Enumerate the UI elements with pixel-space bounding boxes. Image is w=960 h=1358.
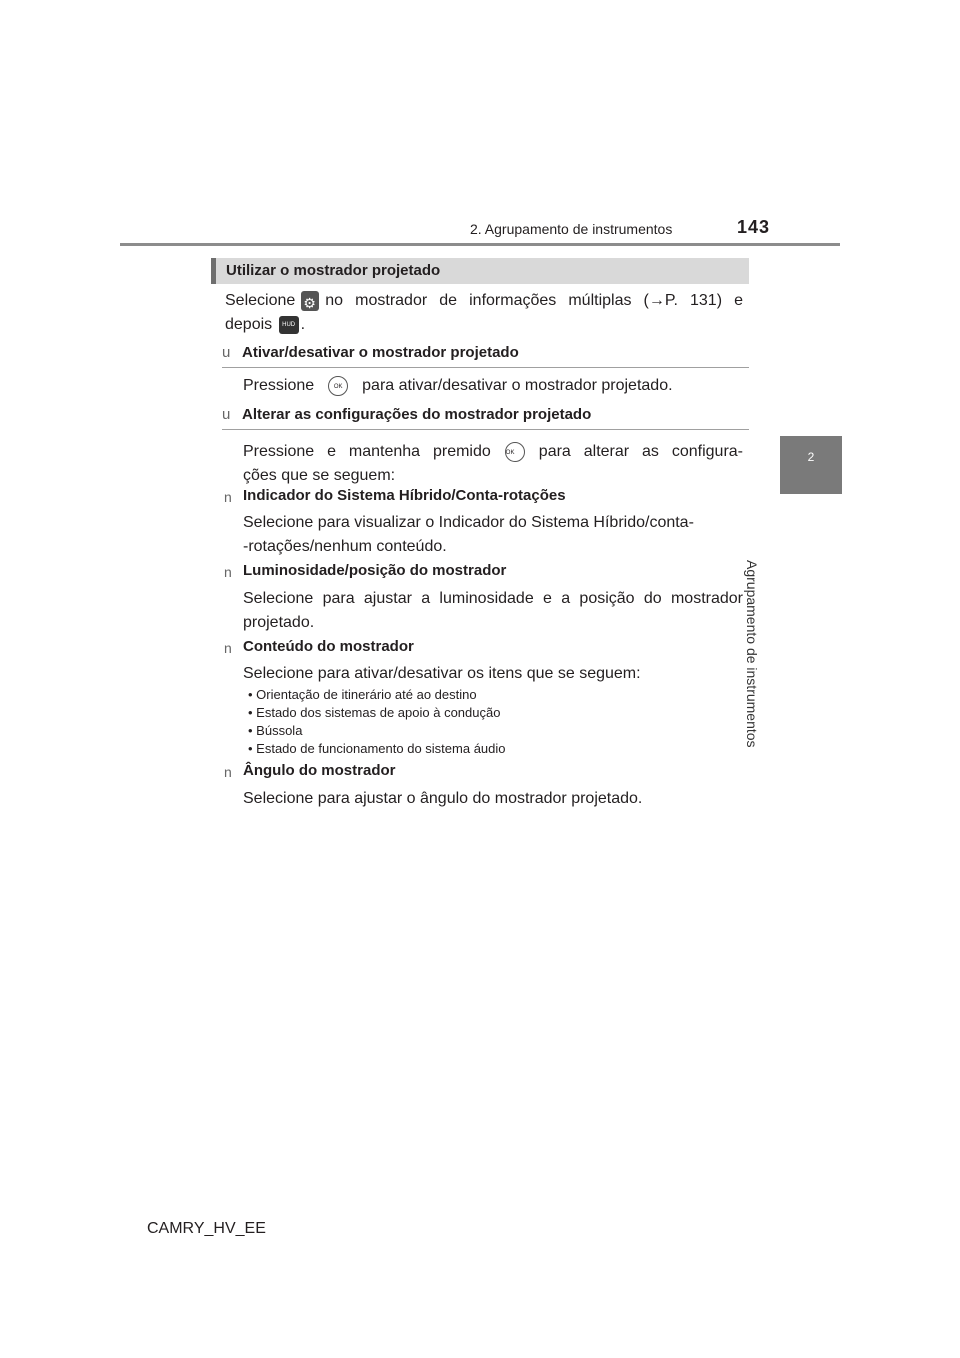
list-item: • Orientação de itinerário até ao destino bbox=[248, 686, 506, 704]
intro-line-2: depois HUD . bbox=[225, 316, 306, 333]
settings-gear-icon bbox=[301, 291, 319, 311]
content-bullet-list bbox=[248, 686, 506, 758]
item-marker-1: n bbox=[224, 489, 232, 505]
item-marker-3: n bbox=[224, 640, 232, 656]
chapter-tab bbox=[780, 436, 842, 494]
document-code: CAMRY_HV_EE bbox=[147, 1220, 266, 1237]
sub-title-toggle-hud: Ativar/desativar o mostrador projetado bbox=[242, 344, 519, 361]
list-item: • Bússola bbox=[248, 722, 506, 740]
item-title-hybrid-indicator: Indicador do Sistema Híbrido/Conta-rotações bbox=[243, 487, 566, 504]
sub-marker-1: u bbox=[222, 344, 231, 361]
item-desc-4: Selecione para ajustar o ângulo do mostrador projetado. bbox=[243, 790, 643, 807]
header-rule bbox=[120, 243, 840, 246]
item-title-content: Conteúdo do mostrador bbox=[243, 638, 414, 655]
item-desc-3: Selecione para ativar/desativar os itens que se seguem: bbox=[243, 665, 641, 682]
list-item: • Estado dos sistemas de apoio à condução bbox=[248, 704, 506, 722]
item-desc-1: Selecione para visualizar o Indicador do Sistema Híbrido/conta- -rotações/nenhum conteúdo. bbox=[243, 514, 694, 555]
chapter-number: 2 bbox=[807, 450, 815, 464]
item-marker-4: n bbox=[224, 764, 232, 780]
item-title-brightness: Luminosidade/posição do mostrador bbox=[243, 562, 507, 579]
item-marker-2: n bbox=[224, 564, 232, 580]
intro-line-1: Selecione⚙ no mostrador de informações múltiplas (→P. 131) e bbox=[225, 289, 743, 313]
item-desc-2: Selecione para ajustar a luminosidade e a posição do mostrador projetado. bbox=[243, 590, 743, 631]
header-section-title: 2. Agrupamento de instrumentos bbox=[470, 221, 673, 237]
item-title-angle: Ângulo do mostrador bbox=[243, 762, 396, 779]
section-title-bar bbox=[211, 258, 749, 284]
hud-icon: HUD bbox=[279, 316, 299, 334]
sub-title-change-settings: Alterar as configurações do mostrador projetado bbox=[242, 406, 592, 423]
sub-rule-2 bbox=[222, 429, 749, 430]
sub2-text: Pressione e mantenha premido OK para alterar as configura- ções que se seguem: bbox=[243, 443, 743, 484]
ok-button-icon: OK bbox=[328, 376, 348, 396]
sub-marker-2: u bbox=[222, 406, 231, 423]
intro-paragraph bbox=[225, 289, 743, 337]
section-title: Utilizar o mostrador projetado bbox=[226, 262, 441, 279]
chapter-label: Agrupamento de instrumentos bbox=[744, 560, 760, 748]
ok-button-icon: OK bbox=[505, 442, 525, 462]
sub1-text: Pressione OK para ativar/desativar o mostrador projetado. bbox=[243, 377, 673, 394]
sub-rule-1 bbox=[222, 367, 749, 368]
list-item: • Estado de funcionamento do sistema áudio bbox=[248, 740, 506, 758]
page-number: 143 bbox=[737, 217, 771, 237]
